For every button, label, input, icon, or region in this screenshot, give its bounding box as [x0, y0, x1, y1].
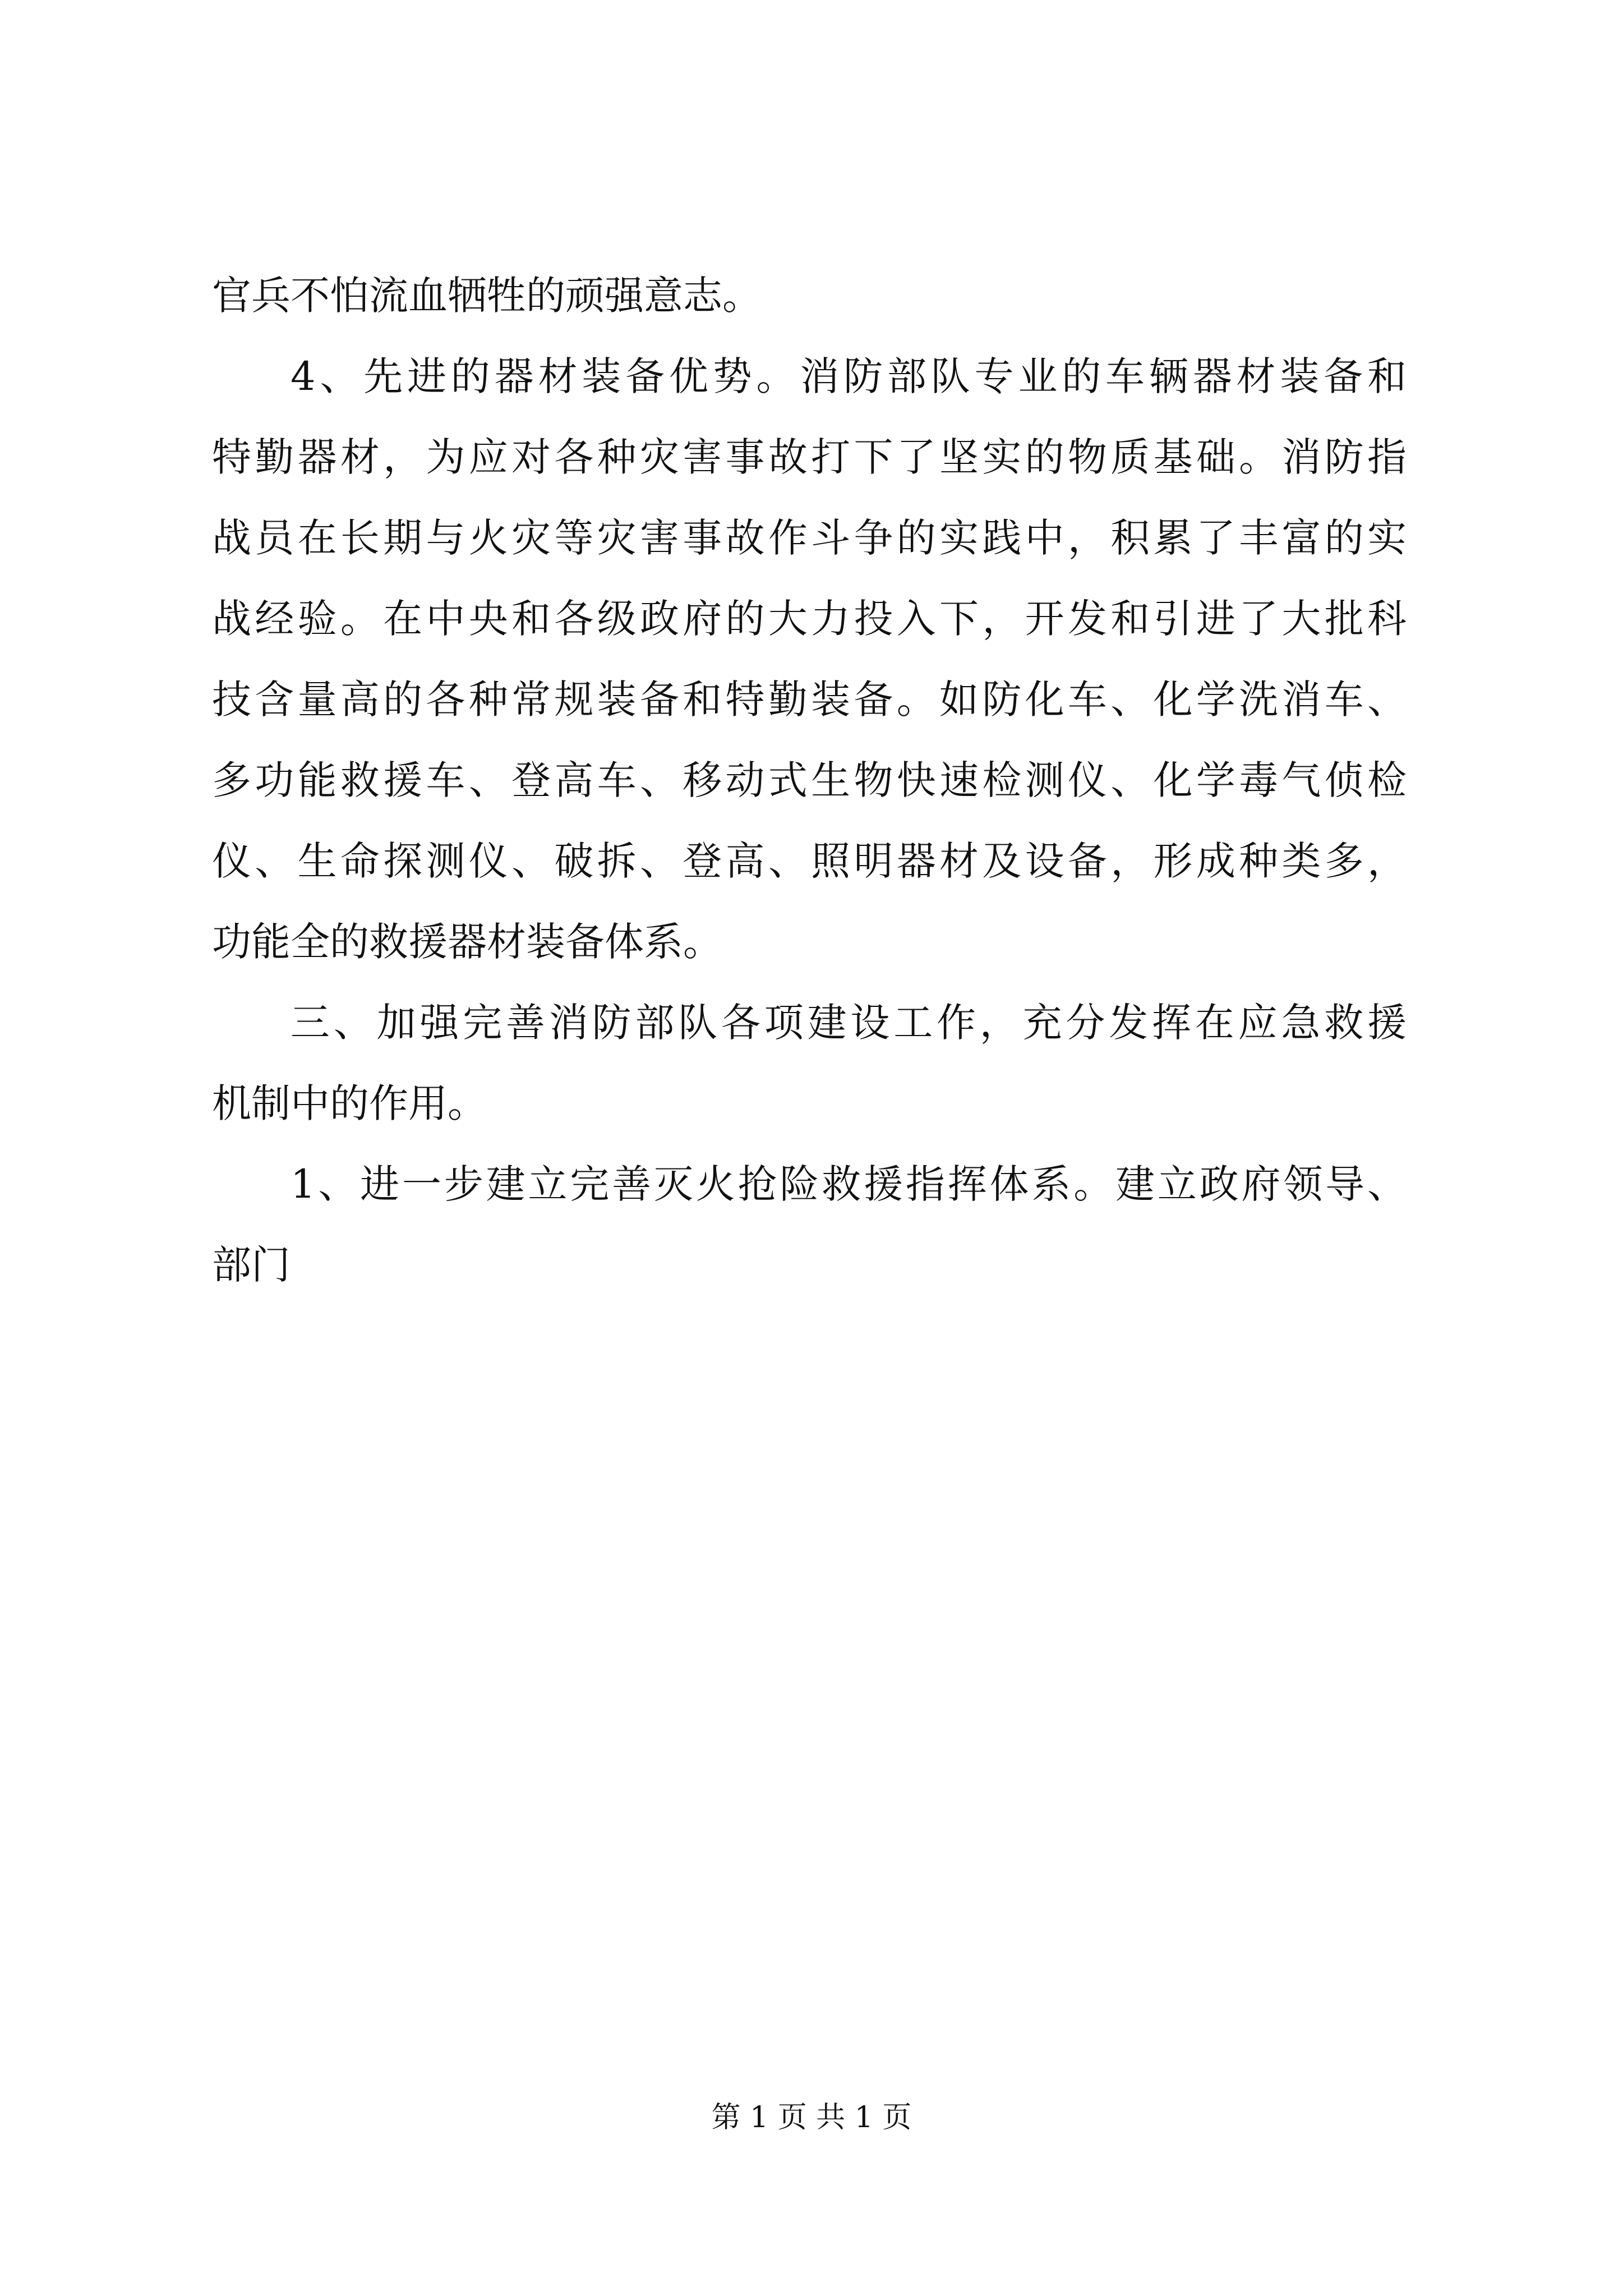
text-line: 1、进一步建立完善灭火抢险救援指挥体系。建立政府领导、	[291, 1161, 1407, 1207]
text-line: 战员在长期与火灾等灾害事故作斗争的实践中，积累了丰富的实	[212, 515, 1407, 561]
text-line: 机制中的作用。	[212, 1080, 487, 1126]
text-line: 功能全的救援器材装备体系。	[212, 919, 722, 965]
text-line: 4、先进的器材装备优势。消防部队专业的车辆器材装备和	[291, 353, 1407, 399]
text-line: 特勤器材，为应对各种灾害事故打下了坚实的物质基础。消防指	[212, 434, 1407, 480]
text-line: 多功能救援车、登高车、移动式生物快速检测仪、化学毒气侦检	[212, 757, 1407, 803]
text-line: 官兵不怕流血牺牲的顽强意志。	[212, 273, 762, 319]
text-line: 技含量高的各种常规装备和特勤装备。如防化车、化学洗消车、	[212, 677, 1407, 723]
text-line: 三、加强完善消防部队各项建设工作，充分发挥在应急救援	[291, 1000, 1407, 1046]
document-body	[212, 255, 1407, 1305]
text-line: 仪、生命探测仪、破拆、登高、照明器材及设备，形成种类多，	[212, 838, 1407, 884]
text-line: 战经验。在中央和各级政府的大力投入下，开发和引进了大批科	[212, 596, 1407, 642]
page-footer: 第 1 页 共 1 页	[711, 2101, 912, 2134]
text-line: 部门	[212, 1242, 291, 1288]
